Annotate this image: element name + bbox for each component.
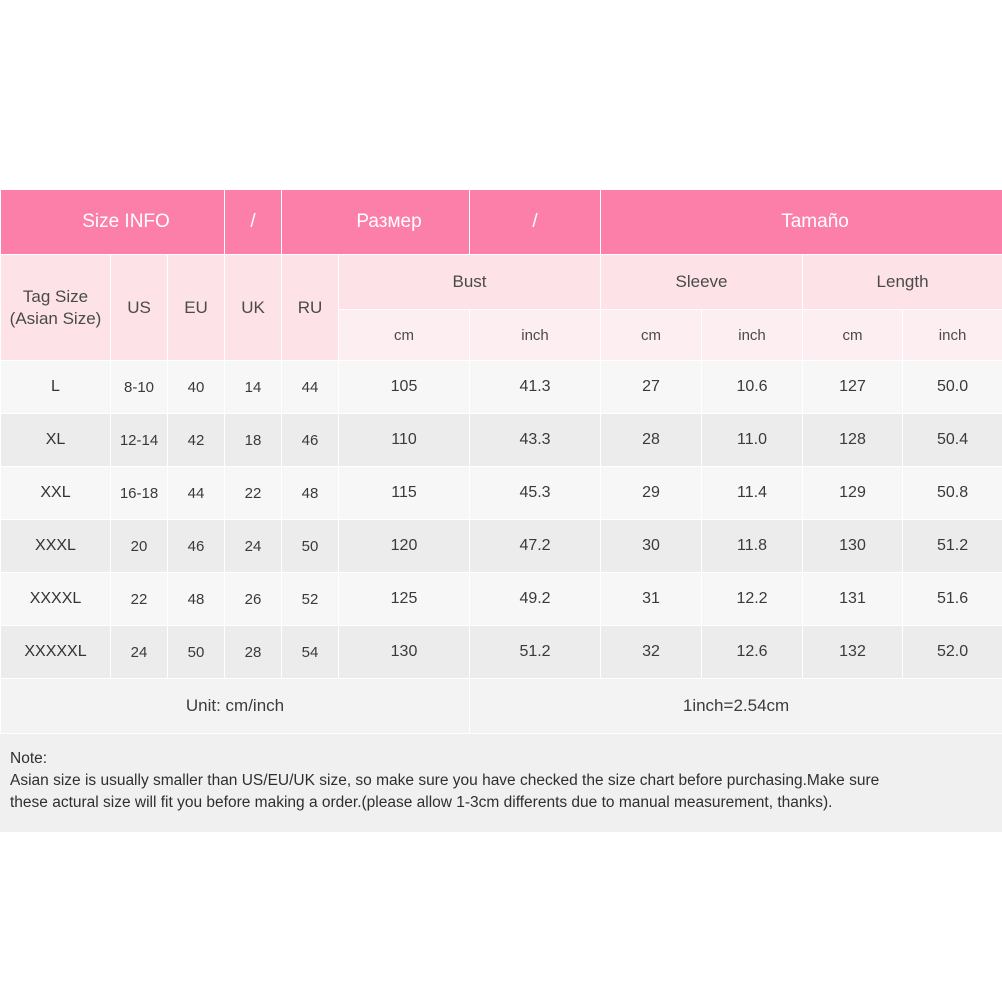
cell-bust-inch: 45.3: [470, 467, 601, 520]
cell-bust-inch: 51.2: [470, 626, 601, 679]
header-bust-inch: inch: [470, 310, 601, 361]
size-table: [0, 189, 1002, 734]
unit-label-right: 1inch=2.54cm: [470, 679, 1002, 734]
header-sleeve-inch: inch: [702, 310, 803, 361]
cell-tag-size: XXXXL: [1, 573, 111, 626]
cell-sleeve-inch: 10.6: [702, 361, 803, 414]
cell-bust-cm: 130: [339, 626, 470, 679]
cell-bust-inch: 49.2: [470, 573, 601, 626]
table-row: [1, 414, 1002, 467]
cell-eu: 48: [168, 573, 225, 626]
title-label-ru: Размер: [282, 190, 470, 255]
title-bar-row: [1, 190, 1002, 255]
cell-us: 22: [111, 573, 168, 626]
cell-length-cm: 128: [803, 414, 903, 467]
cell-sleeve-inch: 12.2: [702, 573, 803, 626]
cell-length-inch: 50.4: [903, 414, 1002, 467]
unit-row: [1, 679, 1002, 734]
cell-ru: 46: [282, 414, 339, 467]
title-label-es: Tamaño: [601, 190, 1002, 255]
cell-sleeve-cm: 32: [601, 626, 702, 679]
cell-ru: 48: [282, 467, 339, 520]
table-row: [1, 520, 1002, 573]
size-chart: [0, 189, 1002, 832]
cell-length-inch: 52.0: [903, 626, 1002, 679]
cell-bust-cm: 125: [339, 573, 470, 626]
cell-length-inch: 51.6: [903, 573, 1002, 626]
title-slash-2: /: [470, 190, 601, 255]
header-length-inch: inch: [903, 310, 1002, 361]
table-row: [1, 573, 1002, 626]
cell-tag-size: XXL: [1, 467, 111, 520]
cell-length-cm: 130: [803, 520, 903, 573]
cell-uk: 22: [225, 467, 282, 520]
cell-us: 12-14: [111, 414, 168, 467]
cell-tag-size: L: [1, 361, 111, 414]
cell-uk: 18: [225, 414, 282, 467]
header-ru: RU: [282, 255, 339, 361]
cell-ru: 50: [282, 520, 339, 573]
cell-length-inch: 50.0: [903, 361, 1002, 414]
cell-sleeve-inch: 11.0: [702, 414, 803, 467]
cell-uk: 26: [225, 573, 282, 626]
cell-ru: 52: [282, 573, 339, 626]
cell-sleeve-cm: 27: [601, 361, 702, 414]
cell-sleeve-cm: 31: [601, 573, 702, 626]
header-sleeve-cm: cm: [601, 310, 702, 361]
cell-us: 16-18: [111, 467, 168, 520]
cell-sleeve-inch: 11.4: [702, 467, 803, 520]
header-eu: EU: [168, 255, 225, 361]
cell-sleeve-inch: 12.6: [702, 626, 803, 679]
header-uk: UK: [225, 255, 282, 361]
cell-ru: 54: [282, 626, 339, 679]
cell-bust-inch: 43.3: [470, 414, 601, 467]
cell-bust-inch: 41.3: [470, 361, 601, 414]
cell-length-cm: 127: [803, 361, 903, 414]
cell-sleeve-cm: 30: [601, 520, 702, 573]
note-line-1: Asian size is usually smaller than US/EU/UK size, so make sure you have checked the size chart before purchasing.Make sure: [10, 772, 880, 789]
header-bust-cm: cm: [339, 310, 470, 361]
cell-tag-size: XL: [1, 414, 111, 467]
cell-sleeve-inch: 11.8: [702, 520, 803, 573]
title-slash-1: /: [225, 190, 282, 255]
title-label-en: Size INFO: [1, 190, 225, 255]
header-length: Length: [803, 255, 1002, 310]
note-line-2: these actural size will fit you before making a order.(please allow 1-3cm differents due to manual measurement, thanks).: [10, 794, 833, 811]
cell-uk: 14: [225, 361, 282, 414]
cell-bust-cm: 105: [339, 361, 470, 414]
cell-eu: 44: [168, 467, 225, 520]
cell-length-inch: 50.8: [903, 467, 1002, 520]
table-body: [1, 361, 1002, 734]
cell-us: 24: [111, 626, 168, 679]
cell-tag-size: XXXXXL: [1, 626, 111, 679]
cell-bust-inch: 47.2: [470, 520, 601, 573]
table-row: [1, 626, 1002, 679]
table-row: [1, 361, 1002, 414]
header-main-row: [1, 255, 1002, 310]
header-tag-size-line2: (Asian Size): [9, 308, 102, 328]
cell-bust-cm: 110: [339, 414, 470, 467]
cell-uk: 28: [225, 626, 282, 679]
cell-ru: 44: [282, 361, 339, 414]
cell-length-cm: 131: [803, 573, 903, 626]
cell-us: 8-10: [111, 361, 168, 414]
cell-length-cm: 129: [803, 467, 903, 520]
note-heading: Note:: [10, 750, 48, 767]
cell-length-cm: 132: [803, 626, 903, 679]
cell-bust-cm: 115: [339, 467, 470, 520]
table-header: [1, 190, 1002, 361]
cell-uk: 24: [225, 520, 282, 573]
cell-eu: 42: [168, 414, 225, 467]
cell-tag-size: XXXL: [1, 520, 111, 573]
cell-bust-cm: 120: [339, 520, 470, 573]
header-tag-size: [1, 255, 111, 361]
cell-length-inch: 51.2: [903, 520, 1002, 573]
header-tag-size-line1: Tag Size: [22, 287, 89, 307]
table-row: [1, 467, 1002, 520]
note-block: [0, 734, 1002, 832]
cell-eu: 46: [168, 520, 225, 573]
cell-eu: 40: [168, 361, 225, 414]
cell-sleeve-cm: 29: [601, 467, 702, 520]
cell-sleeve-cm: 28: [601, 414, 702, 467]
unit-label-left: Unit: cm/inch: [1, 679, 470, 734]
cell-eu: 50: [168, 626, 225, 679]
cell-us: 20: [111, 520, 168, 573]
header-bust: Bust: [339, 255, 601, 310]
header-us: US: [111, 255, 168, 361]
header-sleeve: Sleeve: [601, 255, 803, 310]
header-length-cm: cm: [803, 310, 903, 361]
